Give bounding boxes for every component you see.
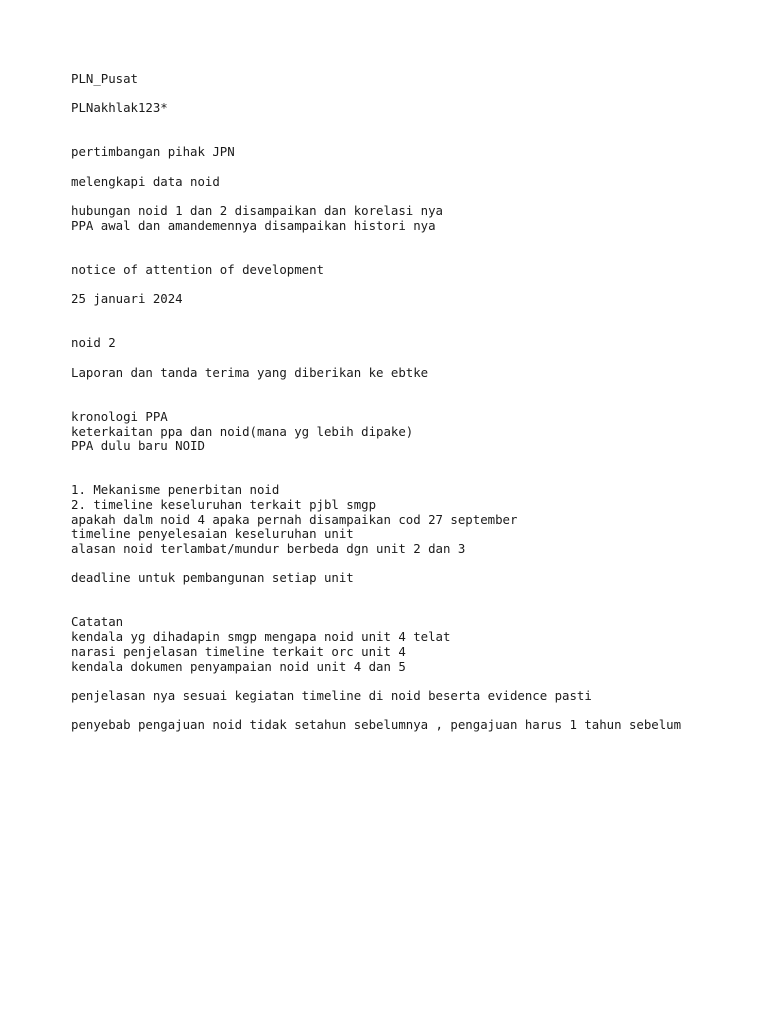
blank-line (71, 351, 768, 366)
blank-line (71, 395, 768, 410)
blank-line (71, 278, 768, 293)
text-line: deadline untuk pembangunan setiap unit (71, 570, 354, 586)
blank-line (71, 131, 768, 146)
text-line: PLN_Pusat (71, 71, 138, 86)
text-line: penyebab pengajuan noid tidak setahun sebelumnya , pengajuan harus 1 tahun sebelum (71, 717, 682, 733)
document-body (71, 72, 768, 733)
blank-line (71, 586, 768, 601)
text-line: Laporan dan tanda terima yang diberikan ke ebtke (71, 364, 429, 380)
blank-line (71, 116, 768, 131)
blank-line (71, 234, 768, 249)
text-line: kendala yg dihadapin smgp mengapa noid unit 4 telat (71, 629, 451, 645)
text-line: 1. Mekanisme penerbitan noid (71, 482, 280, 498)
text-line: timeline penyelesaian keseluruhan unit (71, 526, 354, 542)
blank-line (71, 704, 768, 719)
text-line: hubungan noid 1 dan 2 disampaikan dan korelasi nya (71, 203, 443, 219)
text-line: PPA awal dan amandemennya disampaikan histori nya (71, 217, 436, 233)
blank-line (71, 674, 768, 689)
text-line: notice of attention of development (71, 261, 324, 277)
blank-line (71, 322, 768, 337)
text-line: pertimbangan pihak JPN (71, 144, 235, 160)
text-line: alasan noid terlambat/mundur berbeda dgn unit 2 dan 3 (71, 541, 466, 556)
text-line: Catatan (71, 614, 124, 630)
blank-line (71, 380, 768, 395)
blank-line (71, 160, 768, 175)
text-line: apakah dalm noid 4 apaka pernah disampaikan cod 27 september (71, 511, 518, 527)
text-line: 25 januari 2024 (71, 291, 183, 307)
text-line: narasi penjelasan timeline terkait orc unit 4 (71, 643, 406, 659)
blank-line (71, 557, 768, 572)
text-line: noid 2 (71, 335, 116, 351)
text-line: kendala dokumen penyampaian noid unit 4 dan 5 (71, 658, 406, 674)
text-line: melengkapi data noid (71, 173, 220, 189)
blank-line (71, 454, 768, 469)
text-line: kronologi PPA (71, 408, 168, 424)
text-line: 2. timeline keseluruhan terkait pjbl smgp (71, 496, 377, 512)
blank-line (71, 87, 768, 102)
text-line: PLNakhlak123* (71, 100, 168, 116)
blank-line (71, 469, 768, 484)
blank-line (71, 601, 768, 616)
text-line: penjelasan nya sesuai kegiatan timeline di noid beserta evidence pasti (71, 687, 592, 703)
blank-line (71, 248, 768, 263)
blank-line (71, 190, 768, 205)
text-line: keterkaitan ppa dan noid(mana yg lebih dipake) (71, 423, 414, 439)
text-line: PPA dulu baru NOID (71, 438, 205, 454)
blank-line (71, 307, 768, 322)
